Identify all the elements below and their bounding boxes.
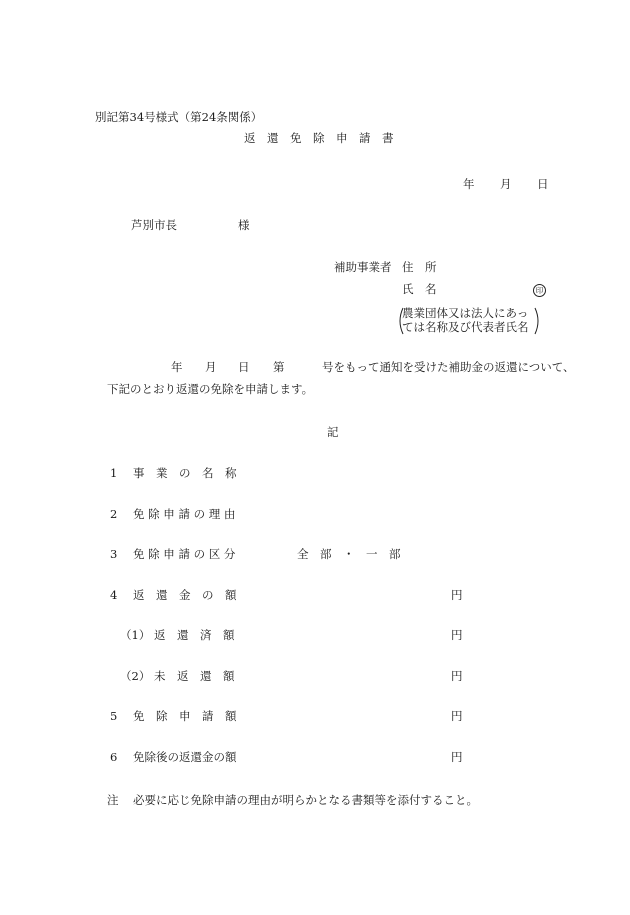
item-value-yen: 円 [451, 750, 463, 764]
addressee-honorific: 様 [238, 218, 250, 232]
item-label: 未 返 還 額 [154, 669, 235, 683]
right-paren-icon [534, 307, 542, 335]
item-number: 5 [110, 709, 118, 723]
body-day: 日 [238, 360, 250, 374]
seal-icon: 印 [533, 284, 546, 297]
body-line2: 下記のとおり返還の免除を申請します。 [107, 382, 314, 396]
body-line1: 号をもって通知を受けた補助金の返還について、 [322, 360, 575, 374]
item-value-yen: 円 [451, 628, 463, 642]
item-label: 免 除 申 請 の 区 分 [133, 547, 236, 561]
item-number: 3 [110, 547, 118, 561]
item-label: 免除後の返還金の額 [133, 750, 237, 764]
date-month: 月 [500, 177, 512, 191]
item-label: 免 除 申 請 の 理 由 [133, 507, 236, 521]
item-number: 1 [110, 466, 118, 480]
applicant-note-line2: ては名称及び代表者氏名 [402, 319, 529, 334]
item-number: 6 [110, 750, 118, 764]
item-value-yen: 円 [451, 669, 463, 683]
item-value-yen: 円 [451, 588, 463, 602]
applicant-note [396, 307, 542, 335]
date-day: 日 [537, 177, 549, 191]
addressee-name: 芦別市長 [131, 218, 177, 232]
body-year: 年 [171, 360, 183, 374]
item-label: 返 還 金 の 額 [133, 588, 237, 602]
address-label: 住 所 [402, 260, 437, 274]
item-value-category: 全 部 ・ 一 部 [297, 547, 401, 561]
item-label: 免 除 申 請 額 [133, 709, 237, 723]
body-month: 月 [205, 360, 217, 374]
note-text: 必要に応じ免除申請の理由が明らかとなる書類等を添付すること。 [133, 793, 478, 807]
body-dai: 第 [273, 360, 285, 374]
name-label: 氏 名 [402, 282, 437, 296]
item-label: 返 還 済 額 [154, 628, 235, 642]
item-number: （1） [120, 628, 151, 642]
form-number: 別記第34号様式（第24条関係） [95, 110, 263, 124]
applicant-note-line1: 農業団体又は法人にあっ [402, 306, 529, 320]
date-year: 年 [463, 177, 475, 191]
document-title: 返 還 免 除 申 請 書 [244, 131, 394, 145]
item-number: 4 [110, 588, 118, 602]
note-prefix: 注 [107, 793, 119, 807]
ki-heading: 記 [327, 425, 339, 439]
item-number: （2） [120, 669, 151, 683]
applicant-label: 補助事業者 [334, 260, 392, 274]
item-label: 事 業 の 名 称 [133, 466, 237, 480]
seal-mark [533, 284, 546, 297]
item-value-yen: 円 [451, 709, 463, 723]
item-number: 2 [110, 507, 118, 521]
